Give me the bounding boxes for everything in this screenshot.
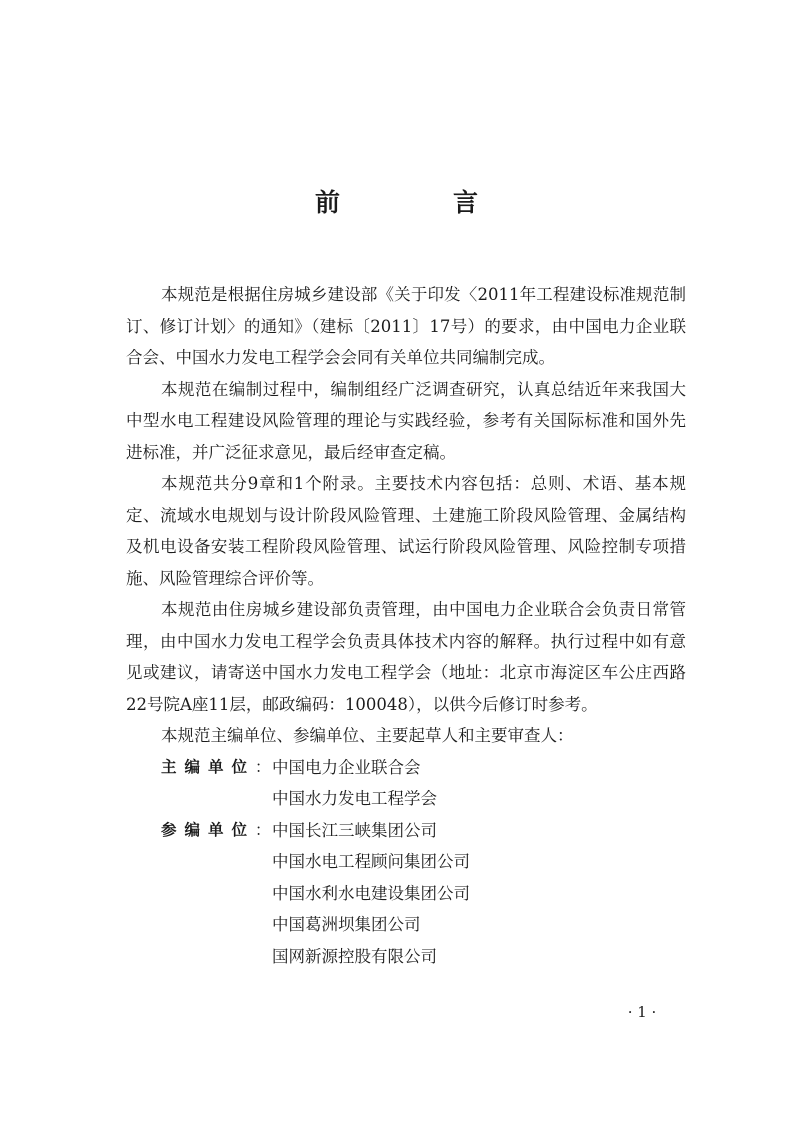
participating-units-list — [126, 815, 686, 973]
chief-editor-label: 主编单位 — [161, 757, 256, 776]
list-item — [126, 846, 686, 878]
list-item — [126, 909, 686, 941]
foreword-body — [126, 279, 686, 972]
paragraph-management: 本规范由住房城乡建设部负责管理，由中国电力企业联合会负责日常管理，由中国水力发电工程学会负责具体技术内容的解释。执行过程中如有意见或建议，请寄送中国水力发电工程学会（地址：北京市海淀区车公庄西路22号院A座11层，邮政编码：100048），以供今后修订时参考。 — [126, 600, 686, 714]
page-number: · 1 · — [627, 1003, 657, 1021]
participating-unit: 中国葛洲坝集团公司 — [272, 915, 421, 934]
paragraph-units-intro: 本规范主编单位、参编单位、主要起草人和主要审查人： — [161, 726, 574, 745]
list-item — [126, 815, 686, 847]
paragraph-basis: 本规范是根据住房城乡建设部《关于印发〈2011年工程建设标准规范制订、修订计划〉的通知》（建标〔2011〕17号）的要求，由中国电力企业联合会、中国水力发电工程学会会同有关单位共同编制完成。 — [126, 285, 686, 367]
list-item — [126, 783, 686, 815]
chief-editor-unit: 中国水力发电工程学会 — [272, 789, 437, 808]
list-item — [126, 878, 686, 910]
label-colon: ： — [255, 757, 271, 776]
participating-unit: 中国水电工程顾问集团公司 — [272, 852, 470, 871]
participating-unit: 中国长江三峡集团公司 — [272, 820, 437, 840]
list-item — [126, 941, 686, 973]
paragraph-contents: 本规范共分9章和1个附录。主要技术内容包括：总则、术语、基本规定、流域水电规划与设计阶段风险管理、土建施工阶段风险管理、金属结构及机电设备安装工程阶段风险管理、试运行阶段风险管理、风险控制专项措施、风险管理综合评价等。 — [126, 474, 686, 588]
label-colon: ： — [255, 820, 271, 839]
paragraph-process: 本规范在编制过程中，编制组经广泛调查研究，认真总结近年来我国大中型水电工程建设风险管理的理论与实践经验，参考有关国际标准和国外先进标准，并广泛征求意见，最后经审查定稿。 — [126, 379, 686, 462]
page-title: 前 言 — [314, 188, 522, 217]
chief-editor-list — [126, 752, 686, 815]
participating-unit: 国网新源控股有限公司 — [272, 946, 437, 966]
participating-unit: 中国水利水电建设集团公司 — [272, 883, 470, 903]
participating-label: 参编单位 — [161, 820, 256, 839]
chief-editor-unit: 中国电力企业联合会 — [272, 757, 421, 777]
list-item — [126, 752, 686, 784]
